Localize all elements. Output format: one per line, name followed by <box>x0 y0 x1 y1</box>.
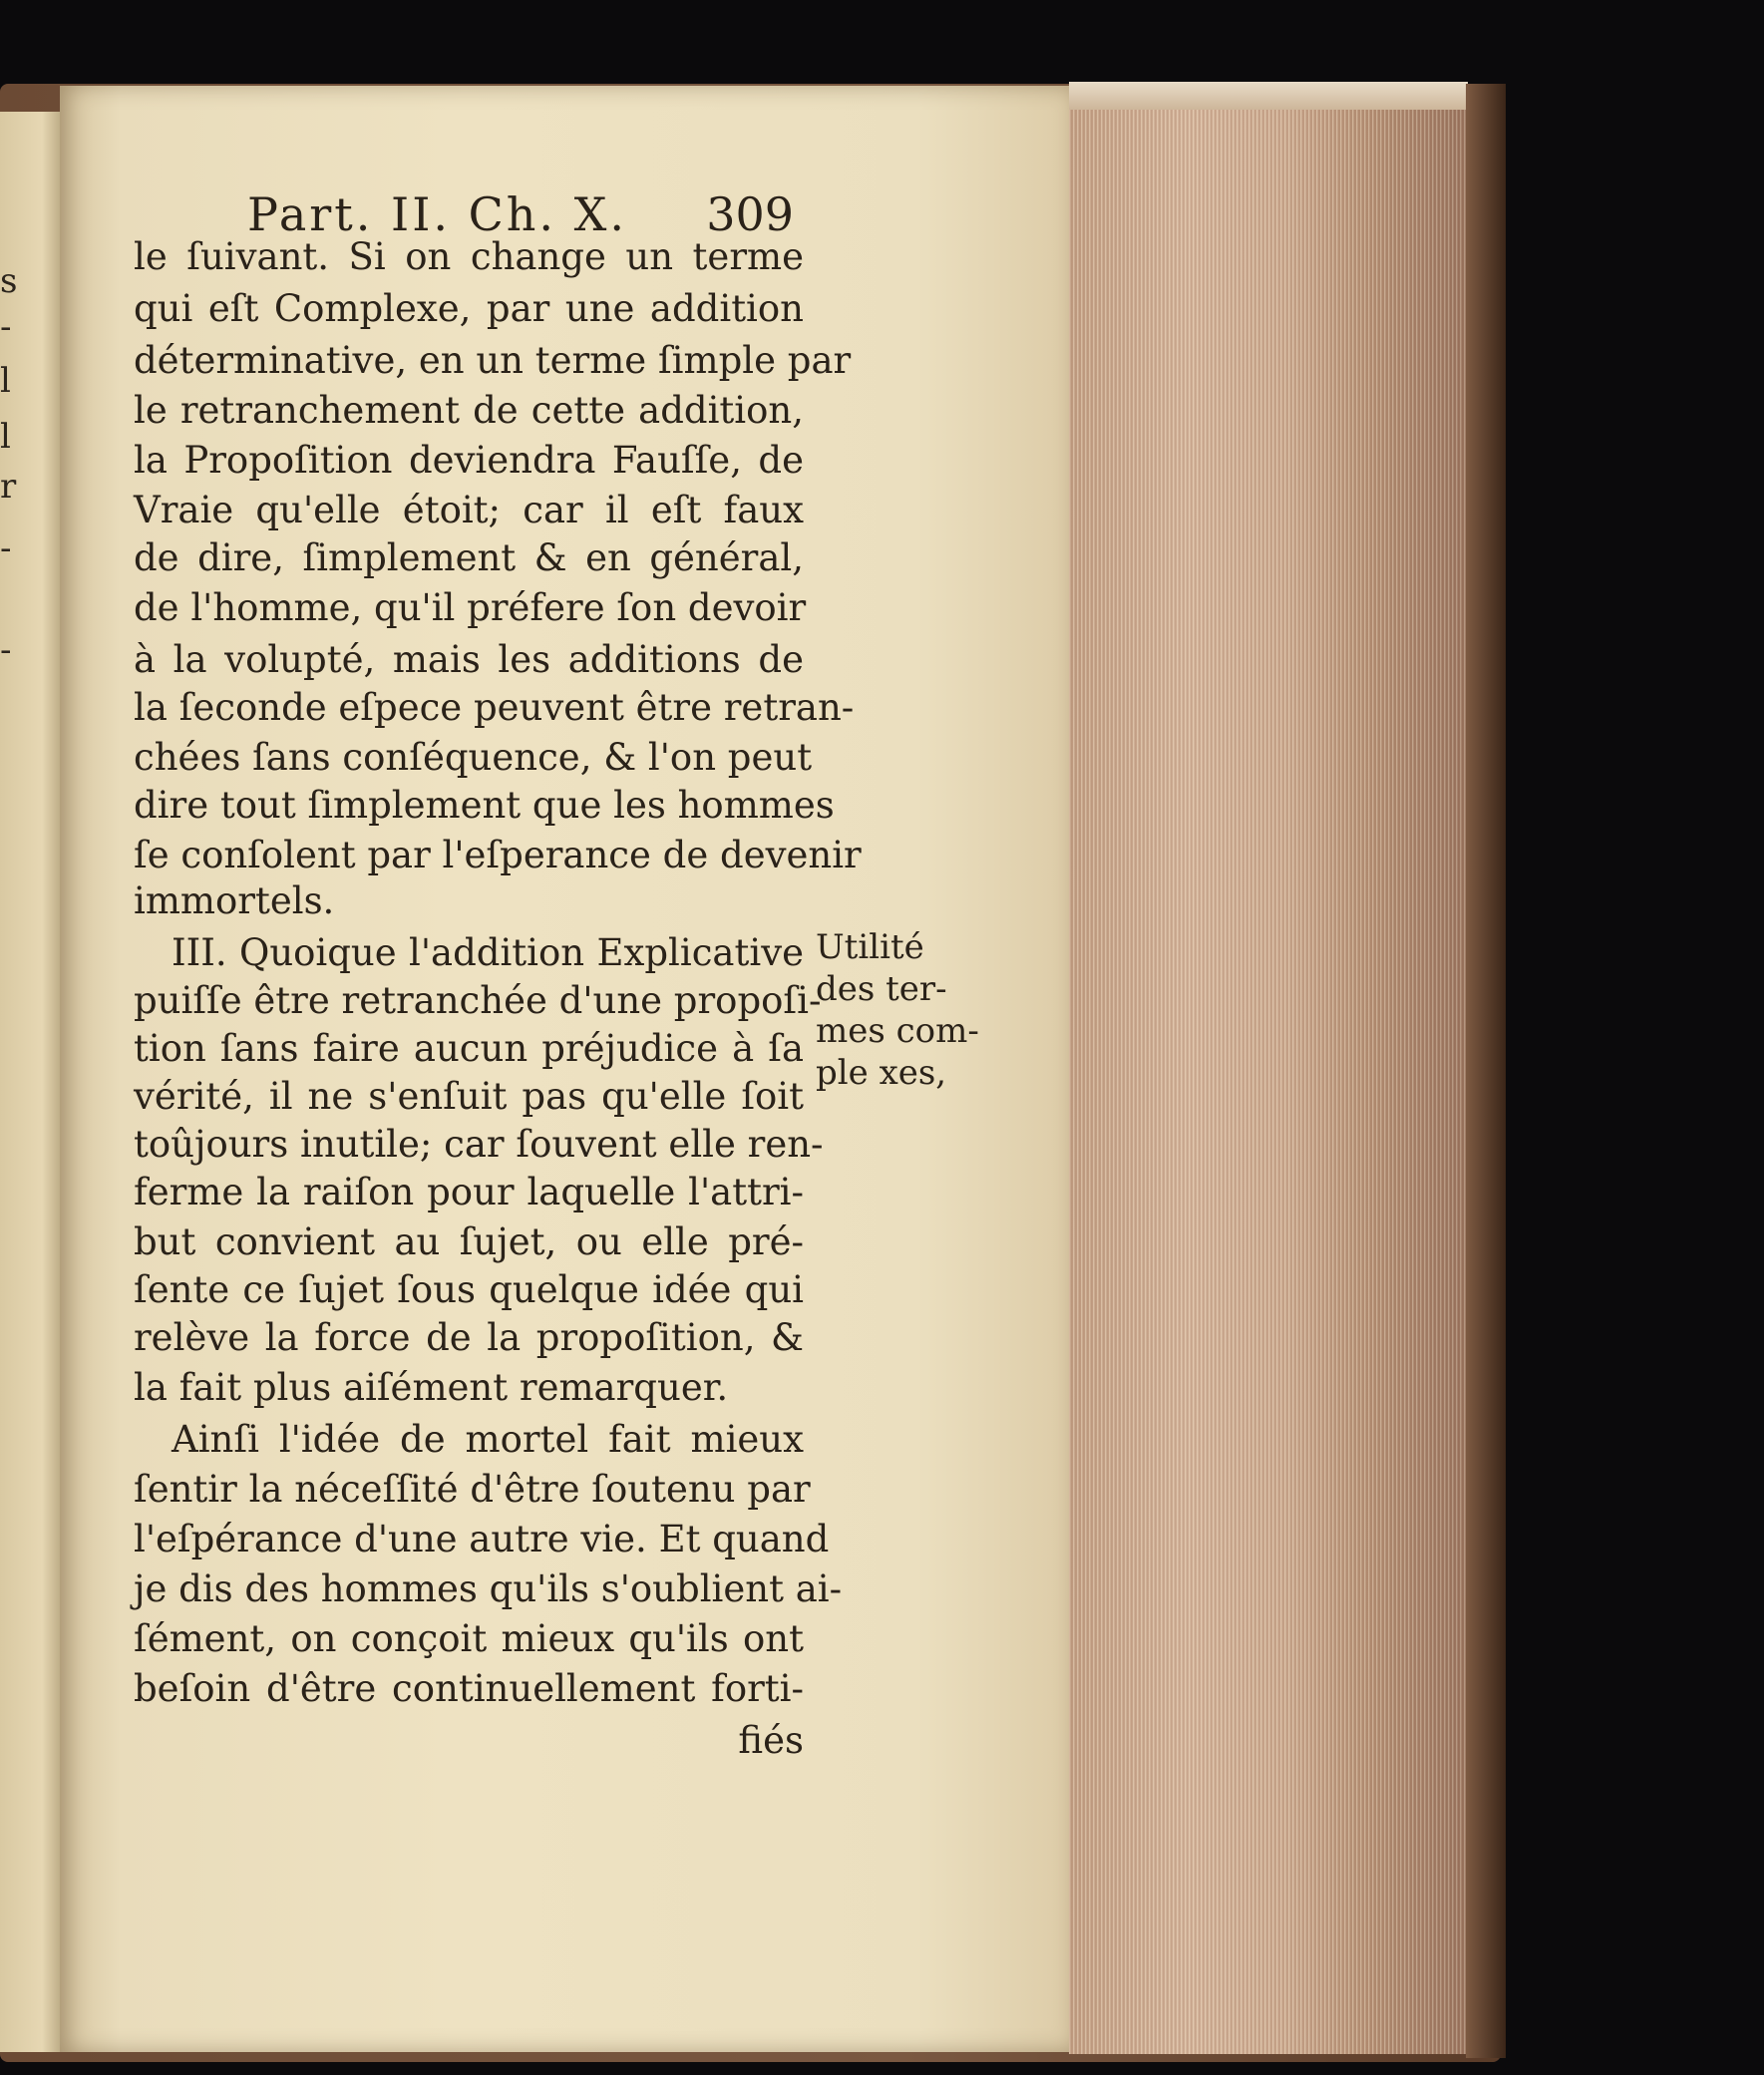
left-page-fragment: s <box>0 261 18 301</box>
left-page-edge <box>0 112 60 2052</box>
text-line: la fait plus aiſément remarquer. <box>134 1366 729 1409</box>
text-line: immortels. <box>134 879 335 922</box>
text-line: de dire, ſimplement & en général, <box>134 536 804 579</box>
text-line: je dis des hommes qu'ils s'oublient ai- <box>134 1567 843 1610</box>
text-line: but convient au ſujet, ou elle pré- <box>134 1220 804 1263</box>
catchword: fiés <box>738 1719 804 1762</box>
page-block-top <box>1069 82 1468 110</box>
text-line: le ſuivant. Si on change un terme <box>134 235 804 278</box>
margin-note-line: des ter- <box>816 969 947 1009</box>
left-page-fragment: - <box>0 528 12 568</box>
text-line: beſoin d'être continuellement forti- <box>134 1667 804 1710</box>
text-line: chées ſans conſéquence, & l'on peut <box>134 736 813 779</box>
left-page-fragment: r <box>0 467 17 507</box>
text-line: III. Quoique l'addition Explicative <box>172 931 804 974</box>
text-line: tion ſans faire aucun préjudice à ſa <box>134 1027 804 1070</box>
text-line: déterminative, en un terme ſimple par <box>134 339 852 382</box>
text-line: relève la force de la propoſition, & <box>134 1316 804 1359</box>
margin-note-line: ple xes, <box>816 1053 947 1093</box>
text-line: qui eſt Complexe, par une addition <box>134 287 804 330</box>
text-line: ſente ce ſujet ſous quelque idée qui <box>134 1268 804 1311</box>
left-page-fragment: - <box>0 307 12 347</box>
page-number: 309 <box>706 187 794 241</box>
text-line: la Propoſition deviendra Fauſſe, de <box>134 439 804 482</box>
text-line: toûjours inutile; car ſouvent elle ren- <box>134 1123 824 1166</box>
left-page-fragment: - <box>0 630 12 670</box>
text-line: ferme la raiſon pour laquelle l'attri- <box>134 1171 804 1213</box>
text-line: à la volupté, mais les additions de <box>134 638 804 681</box>
text-line: ſément, on conçoit mieux qu'ils ont <box>134 1617 804 1660</box>
running-title: Part. II. Ch. X. <box>247 187 628 241</box>
left-page-fragment: l <box>0 361 11 401</box>
page-block-edges <box>1069 82 1468 2054</box>
binding-edge <box>1466 84 1506 2058</box>
text-line: de l'homme, qu'il préfere ſon devoir <box>134 586 807 629</box>
text-line: le retranchement de cette addition, <box>134 389 804 432</box>
text-line: l'eſpérance d'une autre vie. Et quand <box>134 1518 830 1560</box>
text-line: puiſſe être retranchée d'une propoſi- <box>134 979 822 1022</box>
text-line: ſentir la néceſſité d'être ſoutenu par <box>134 1468 811 1511</box>
text-line: vérité, il ne s'enſuit pas qu'elle ſoit <box>134 1075 804 1118</box>
page-header <box>247 187 794 239</box>
margin-note-line: mes com- <box>816 1011 979 1051</box>
margin-note-line: Utilité <box>816 927 924 967</box>
text-line: dire tout ſimplement que les hommes <box>134 784 835 827</box>
text-line: ſe conſolent par l'eſperance de devenir <box>134 834 862 876</box>
text-line: Ainſi l'idée de mortel fait mieux <box>172 1418 804 1461</box>
left-page-fragment: l <box>0 417 11 457</box>
text-line: Vraie qu'elle étoit; car il eſt faux <box>134 489 804 531</box>
text-line: la ſeconde eſpece peuvent être retran- <box>134 686 855 729</box>
